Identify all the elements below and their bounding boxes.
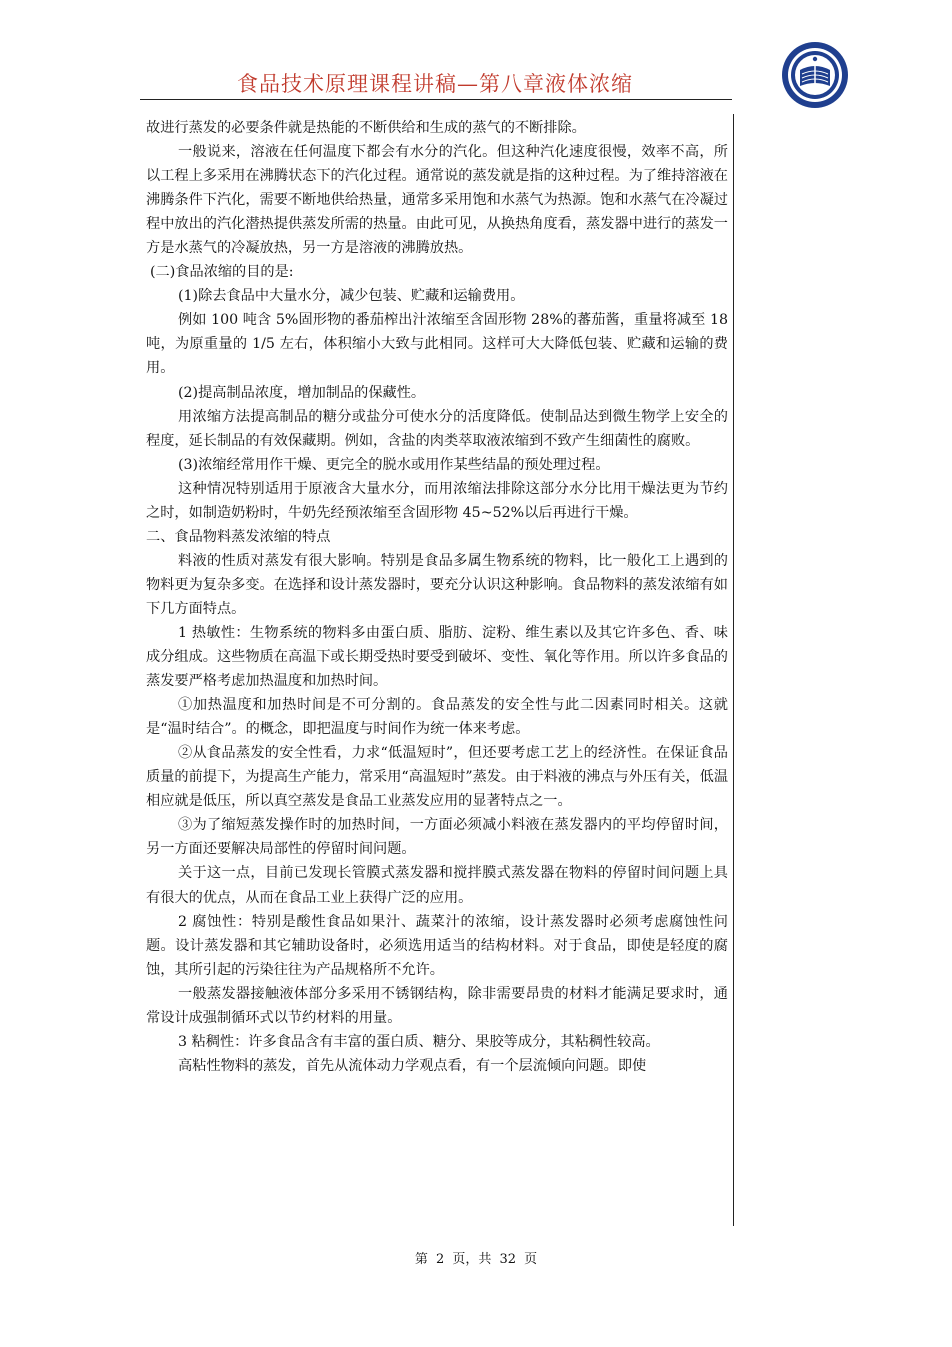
paragraph: 用浓缩方法提高制品的糖分或盐分可使水分的活度降低。使制品达到微生物学上安全的程度，延长制品的有效保藏期。例如，含盐的肉类萃取液浓缩到不致产生细菌性的腐败。: [146, 408, 728, 449]
paragraph: 二、食品物料蒸发浓缩的特点: [146, 528, 331, 545]
paragraph: 料液的性质对蒸发有很大影响。特别是食品多属生物系统的物料，比一般化工上遇到的物料更为复杂多变。在选择和设计蒸发器时，要充分认识这种影响。食品物料的蒸发浓缩有如下几方面特点。: [146, 552, 728, 617]
paragraph: 3 粘稠性：许多食品含有丰富的蛋白质、糖分、果胶等成分，其粘稠性较高。: [178, 1033, 660, 1050]
paragraph: ②从食品蒸发的安全性看，力求“低温短时”，但还要考虑工艺上的经济性。在保证食品质量的前提下，为提高生产能力，常采用“高温短时”蒸发。由于料液的沸点与外压有关，低温相应就是低压，所以真空蒸发是食品工业蒸发应用的显著特点之一。: [146, 745, 729, 810]
paragraph: 一般蒸发器接触液体部分多采用不锈钢结构，除非需要昂贵的材料才能满足要求时，通常设计成强制循环式以节约材料的用量。: [146, 985, 728, 1026]
paragraph: ③为了缩短蒸发操作时的加热时间，一方面必须减小料液在蒸发器内的平均停留时间，另一方面还要解决局部性的停留时间问题。: [146, 817, 728, 858]
paragraph: (1)除去食品中大量水分，减少包装、贮藏和运输费用。: [178, 288, 525, 305]
right-margin-rule: [733, 114, 734, 1226]
paragraph: (二)食品浓缩的目的是:: [150, 264, 294, 281]
body-text: [146, 116, 728, 1078]
paragraph: 高粘性物料的蒸发，首先从流体动力学观点看，有一个层流倾向问题。即使: [178, 1057, 647, 1074]
paragraph: 故进行蒸发的必要条件就是热能的不断供给和生成的蒸气的不断排除。: [146, 120, 586, 136]
paragraph: 1 热敏性：生物系统的物料多由蛋白质、脂肪、淀粉、维生素以及其它许多色、香、味成分组成。这些物质在高温下或长期受热时要受到破坏、变性、氧化等作用。所以许多食品的蒸发要严格考虑加热温度和加热时间。: [146, 624, 728, 690]
page-footer: 第 2 页，共 32 页: [414, 1252, 538, 1267]
paragraph: (3)浓缩经常用作干燥、更完全的脱水或用作某些结晶的预处理过程。: [178, 456, 610, 473]
paragraph: 例如 100 吨含 5%固形物的番茄榨出汁浓缩至含固形物 28%的蕃茄酱，重量将减至 18 吨，为原重量的 1/5 左右，体积缩小大致与此相同。这样可大大降低包装、贮藏和运输的费用。: [146, 312, 728, 377]
paragraph: 一般说来，溶液在任何温度下都会有水分的汽化。但这种汽化速度很慢，效率不高，所以工程上多采用在沸腾状态下的汽化过程。通常说的蒸发就是指的这种过程。为了维持溶液在沸腾条件下汽化，需要不断地供给热量，通常多采用饱和水蒸气为热源。饱和水蒸气在冷凝过程中放出的汽化潜热提供蒸发所需的热量。由此可见，从换热角度看，蒸发器中进行的蒸发一方是水蒸气的冷凝放热，另一方是溶液的沸腾放热。: [146, 144, 728, 257]
paragraph: (2)提高制品浓度，增加制品的保藏性。: [178, 384, 426, 401]
header-rule: [140, 99, 732, 100]
paragraph: 关于这一点，目前已发现长管膜式蒸发器和搅拌膜式蒸发器在物料的停留时间问题上具有很大的优点，从而在食品工业上获得广泛的应用。: [146, 865, 728, 906]
page-header-title: 食品技术原理课程讲稿—第八章液体浓缩: [237, 72, 633, 96]
paragraph: ①加热温度和加热时间是不可分割的。食品蒸发的安全性与此二因素同时相关。这就是“温时结合”。的概念，即把温度与时间作为统一体来考虑。: [146, 697, 728, 738]
paragraph: 2 腐蚀性：特别是酸性食品如果汁、蔬菜汁的浓缩，设计蒸发器时必须考虑腐蚀性问题。设计蒸发器和其它辅助设备时，必须选用适当的结构材料。对于食品，即使是轻度的腐蚀，其所引起的污染往往为产品规格所不允许。: [146, 913, 728, 978]
paragraph: 这种情况特别适用于原液含大量水分，而用浓缩法排除这部分水分比用干燥法更为节约之时，如制造奶粉时，牛奶先经预浓缩至含固形物 45~52%以后再进行干燥。: [146, 480, 728, 521]
university-seal-logo: [780, 40, 850, 110]
